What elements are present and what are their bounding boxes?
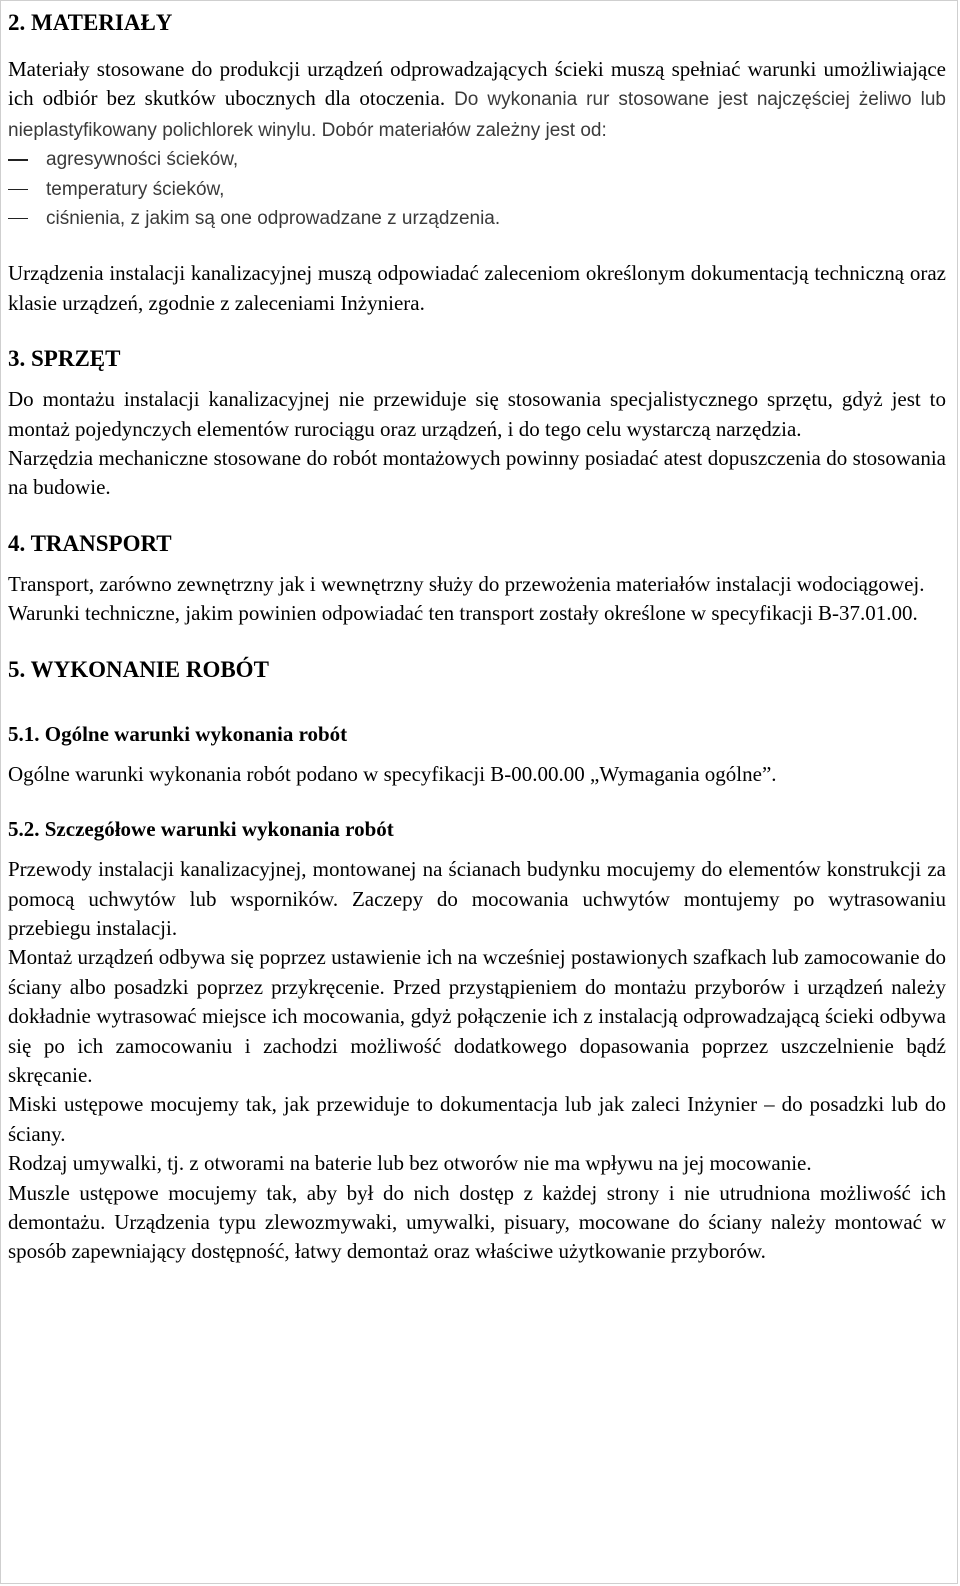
- dash-bullet-icon: [8, 189, 28, 190]
- transport-paragraph-1: Transport, zarówno zewnętrzny jak i wewnętrzny służy do przewożenia materiałów instalacji wodociągowej.: [8, 571, 925, 596]
- general-conditions-paragraph: Ogólne warunki wykonania robót podano w specyfikacji B-00.00.00 „Wymagania ogólne”.: [8, 761, 777, 786]
- subsection-heading-general: 5.1. Ogólne warunki wykonania robót: [8, 721, 348, 746]
- transport-paragraph-2: Warunki techniczne, jakim powinien odpowiadać ten transport zostały określone w specyfikacji B-37.01.00.: [8, 601, 918, 626]
- section-heading-transport: 4. TRANSPORT: [8, 530, 172, 556]
- materials-criteria-list: [8, 145, 946, 233]
- document-page: [8, 8, 946, 1267]
- materials-intro-text: Materiały stosowane do produkcji urządzeń odprowadzających ścieki muszą spełniać warunki umożliwiające ich odbiór bez skutków ubocznych dla otoczenia.: [8, 57, 946, 111]
- detailed-paragraph: Rodzaj umywalki, tj. z otworami na baterie lub bez otworów nie ma wpływu na jej mocowanie.: [8, 1151, 812, 1176]
- detailed-paragraph: Muszle ustępowe mocujemy tak, aby był do nich dostęp z każdej strony i nie utrudniona możliwość ich demontażu. Urządzenia typu zlewozmywaki, umywalki, pisuary, mocowane do ściany należy montować w sposób zapewniający dostępność, łatwy demontaż oraz właściwe użytkowanie przyborów.: [8, 1180, 946, 1264]
- list-item: [8, 204, 946, 233]
- list-item-text: ciśnienia, z jakim są one odprowadzane z urządzenia.: [46, 208, 501, 230]
- list-item-text: temperatury ścieków,: [46, 178, 225, 200]
- detailed-paragraph: Przewody instalacji kanalizacyjnej, montowanej na ścianach budynku mocujemy do elementów konstrukcji za pomocą uchwytów lub wsporników. Zaczepy do mocowania uchwytów montujemy po wytrasowaniu przebiegu instalacji.: [8, 857, 946, 940]
- materials-intro-paragraph: [8, 55, 946, 145]
- materials-paragraph-2: Urządzenia instalacji kanalizacyjnej muszą odpowiadać zaleceniom określonym dokumentacją techniczną oraz klasie urządzeń, zgodnie z zaleceniami Inżyniera.: [8, 261, 946, 315]
- detailed-paragraph: Miski ustępowe mocujemy tak, jak przewiduje to dokumentacja lub jak zaleci Inżynier – do posadzki lub do ściany.: [8, 1092, 946, 1146]
- list-item: [8, 175, 946, 204]
- subsection-heading-detailed: 5.2. Szczegółowe warunki wykonania robót: [8, 817, 394, 842]
- equipment-paragraph-1: Do montażu instalacji kanalizacyjnej nie przewiduje się stosowania specjalistycznego sprzętu, gdyż jest to montaż pojedynczych elementów rurociągu oraz urządzeń, i do tego celu wystarczą narzędzia.: [8, 387, 946, 441]
- materials-intro-sans-text: Do wykonania rur stosowane jest najczęściej żeliwo lub nieplastyfikowany polichlorek winylu. Dobór materiałów zależny jest od:: [8, 89, 946, 141]
- equipment-paragraph-2: Narzędzia mechaniczne stosowane do robót montażowych powinny posiadać atest dopuszczenia do stosowania na budowie.: [8, 446, 946, 500]
- list-item: [8, 145, 946, 174]
- dash-bullet-icon: [8, 159, 28, 160]
- section-heading-execution: 5. WYKONANIE ROBÓT: [8, 656, 269, 682]
- section-heading-materials: 2. MATERIAŁY: [8, 10, 173, 35]
- dash-bullet-icon: [8, 218, 28, 219]
- section-heading-equipment: 3. SPRZĘT: [8, 346, 121, 372]
- detailed-paragraph: Montaż urządzeń odbywa się poprzez ustawienie ich na wcześniej postawionych szafkach lub zamocowanie do ściany albo posadzki poprzez przykręcenie. Przed przystąpieniem do montażu przyborów i urządzeń należy dokładnie wytrasować miejsce ich mocowania, gdyż połączenie ich z instalacją odprowadzającą ścieki odbywa się po ich zamocowaniu i zachodzi możliwość dodatkowego dopasowania poprzez uszczelnienie bądź skręcanie.: [8, 945, 946, 1087]
- list-item-text: agresywności ścieków,: [46, 149, 239, 171]
